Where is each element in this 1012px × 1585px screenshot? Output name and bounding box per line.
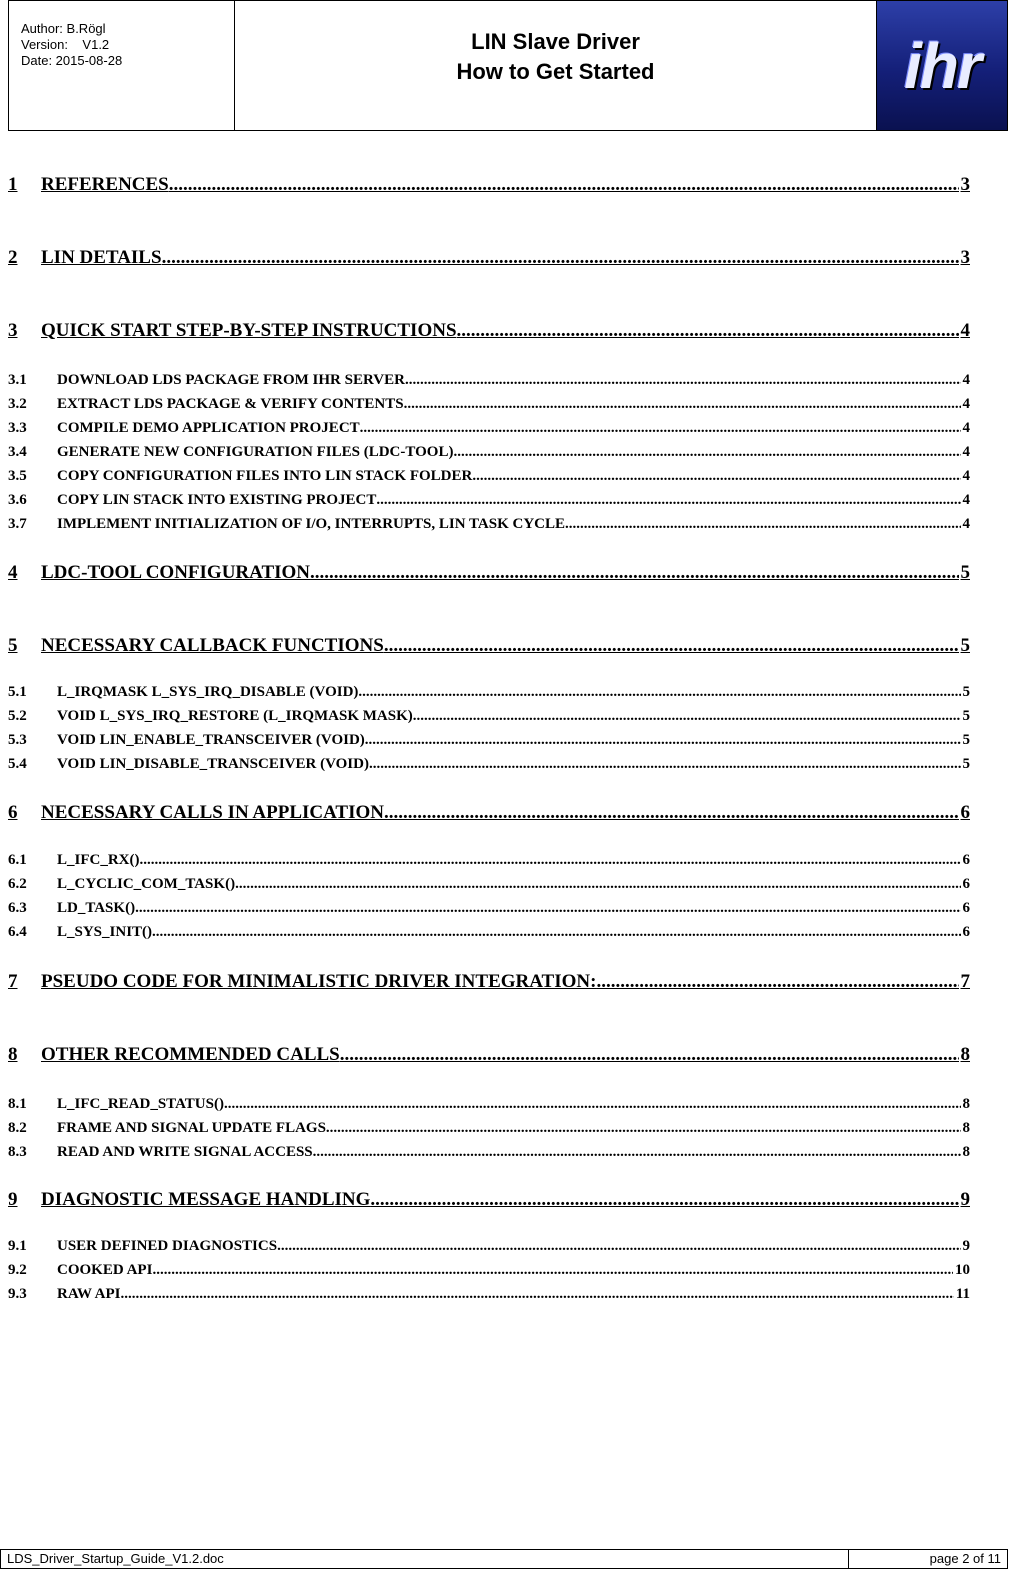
- toc-page: 8: [962, 1144, 970, 1160]
- toc-entry[interactable]: [8, 732, 970, 749]
- toc-page: 3: [960, 247, 970, 268]
- toc-number: 9: [8, 1189, 18, 1210]
- toc-entry[interactable]: [8, 516, 970, 533]
- document-metadata: [9, 1, 235, 130]
- toc-label: USER DEFINED DIAGNOSTICS: [57, 1238, 278, 1254]
- toc-page: 5: [962, 732, 970, 748]
- toc-entry[interactable]: [8, 635, 970, 657]
- toc-entry[interactable]: [8, 1120, 970, 1137]
- toc-page: 5: [960, 562, 970, 583]
- toc-label: FRAME AND SIGNAL UPDATE FLAGS: [57, 1120, 326, 1136]
- toc-number: 3.5: [8, 468, 27, 484]
- toc-page: 4: [962, 372, 970, 388]
- toc-number: 9.2: [8, 1262, 27, 1278]
- toc-label: LDC-TOOL CONFIGURATION: [41, 562, 311, 583]
- toc-label: GENERATE NEW CONFIGURATION FILES (LDC-TOOL): [57, 444, 454, 460]
- toc-entry[interactable]: [8, 468, 970, 485]
- toc-label: LIN DETAILS: [41, 247, 162, 268]
- toc-page: 11: [955, 1286, 970, 1302]
- title-line-2: How to Get Started: [456, 58, 655, 84]
- toc-number: 5.1: [8, 684, 27, 700]
- toc-label: QUICK START STEP-BY-STEP INSTRUCTIONS: [41, 320, 457, 341]
- company-logo: [877, 1, 1007, 130]
- toc-entry[interactable]: [8, 444, 970, 461]
- toc-label: L_SYS_INIT(): [57, 924, 153, 940]
- document-footer: [0, 1549, 1008, 1569]
- toc-entry[interactable]: [8, 1144, 970, 1161]
- toc-label: PSEUDO CODE FOR MINIMALISTIC DRIVER INTEGRATION:: [41, 971, 597, 992]
- toc-page: 5: [960, 635, 970, 656]
- toc-page: 4: [962, 492, 970, 508]
- toc-label: RAW API: [57, 1286, 121, 1302]
- toc-entry[interactable]: [8, 924, 970, 941]
- toc-label: REFERENCES: [41, 174, 169, 195]
- toc-entry[interactable]: [8, 420, 970, 437]
- toc-label: VOID LIN_ENABLE_TRANSCEIVER (VOID): [57, 732, 365, 748]
- toc-label: VOID L_SYS_IRQ_RESTORE (L_IRQMASK MASK): [57, 708, 413, 724]
- toc-number: 5.2: [8, 708, 27, 724]
- document-title: [235, 1, 877, 130]
- toc-number: 3.6: [8, 492, 27, 508]
- toc-entry[interactable]: [8, 684, 970, 701]
- toc-entry[interactable]: [8, 1262, 970, 1279]
- toc-entry[interactable]: [8, 802, 970, 824]
- toc-entry[interactable]: [8, 876, 970, 893]
- toc-label: COPY CONFIGURATION FILES INTO LIN STACK FOLDER: [57, 468, 473, 484]
- toc-label: L_IFC_RX(): [57, 852, 140, 868]
- toc-entry[interactable]: [8, 1044, 970, 1066]
- toc-entry[interactable]: [8, 1189, 970, 1211]
- toc-label: VOID LIN_DISABLE_TRANSCEIVER (VOID): [57, 756, 369, 772]
- toc-label: EXTRACT LDS PACKAGE & VERIFY CONTENTS: [57, 396, 404, 412]
- toc-label: NECESSARY CALLS IN APPLICATION: [41, 802, 384, 823]
- toc-number: 5: [8, 635, 18, 656]
- toc-number: 1: [8, 174, 18, 195]
- toc-label: COOKED API: [57, 1262, 153, 1278]
- toc-page: 8: [962, 1120, 970, 1136]
- toc-page: 5: [962, 684, 970, 700]
- toc-entry[interactable]: [8, 708, 970, 725]
- toc-number: 9.1: [8, 1238, 27, 1254]
- toc-entry[interactable]: [8, 1238, 970, 1255]
- toc-page: 4: [962, 420, 970, 436]
- toc-number: 6.3: [8, 900, 27, 916]
- toc-number: 6.2: [8, 876, 27, 892]
- toc-page: 4: [962, 468, 970, 484]
- toc-entry[interactable]: [8, 372, 970, 389]
- toc-number: 8: [8, 1044, 18, 1065]
- date-text: Date: 2015-08-28: [21, 53, 123, 68]
- toc-entry[interactable]: [8, 174, 970, 196]
- toc-label: DIAGNOSTIC MESSAGE HANDLING: [41, 1189, 371, 1210]
- toc-number: 8.3: [8, 1144, 27, 1160]
- toc-entry[interactable]: [8, 1096, 970, 1113]
- toc-page: 6: [960, 802, 970, 823]
- toc-page: 4: [960, 320, 970, 341]
- toc-number: 6: [8, 802, 18, 823]
- toc-entry[interactable]: [8, 320, 970, 342]
- toc-number: 3.1: [8, 372, 27, 388]
- toc-page: 6: [962, 876, 970, 892]
- toc-page: 3: [960, 174, 970, 195]
- toc-page: 5: [962, 708, 970, 724]
- toc-number: 3: [8, 320, 18, 341]
- toc-label: DOWNLOAD LDS PACKAGE FROM IHR SERVER: [57, 372, 405, 388]
- toc-label: OTHER RECOMMENDED CALLS: [41, 1044, 340, 1065]
- title-line-1: LIN Slave Driver: [471, 28, 640, 54]
- toc-entry[interactable]: [8, 900, 970, 917]
- toc-number: 4: [8, 562, 18, 583]
- author-text: Author: B.Rögl: [21, 21, 106, 36]
- toc-page: 9: [962, 1238, 970, 1254]
- toc-number: 5.4: [8, 756, 27, 772]
- toc-label: L_IFC_READ_STATUS(): [57, 1096, 224, 1112]
- toc-entry[interactable]: [8, 562, 970, 584]
- toc-number: 8.2: [8, 1120, 27, 1136]
- toc-page: 8: [962, 1096, 970, 1112]
- toc-number: 6.4: [8, 924, 27, 940]
- toc-entry[interactable]: [8, 492, 970, 509]
- toc-page: 4: [962, 444, 970, 460]
- toc-number: 3.4: [8, 444, 27, 460]
- toc-number: 9.3: [8, 1286, 27, 1302]
- toc-entry[interactable]: [8, 971, 970, 993]
- toc-page: 7: [960, 971, 970, 992]
- toc-entry[interactable]: [8, 756, 970, 773]
- toc-entry[interactable]: [8, 396, 970, 413]
- toc-label: L_IRQMASK L_SYS_IRQ_DISABLE (VOID): [57, 684, 359, 700]
- toc-label: READ AND WRITE SIGNAL ACCESS: [57, 1144, 313, 1160]
- version-text: Version: V1.2: [21, 37, 110, 52]
- toc-page: 8: [960, 1044, 970, 1065]
- toc-page: 5: [962, 756, 970, 772]
- toc-label: LD_TASK(): [57, 900, 136, 916]
- document-header: [8, 0, 1008, 131]
- logo-text: ihr: [904, 29, 980, 102]
- toc-label: IMPLEMENT INITIALIZATION OF I/O, INTERRUPTS, LIN TASK CYCLE: [57, 516, 566, 532]
- toc-page: 6: [962, 852, 970, 868]
- toc-number: 3.7: [8, 516, 27, 532]
- toc-label: NECESSARY CALLBACK FUNCTIONS: [41, 635, 384, 656]
- toc-number: 5.3: [8, 732, 27, 748]
- toc-page: 10: [955, 1262, 970, 1278]
- toc-page: 4: [962, 516, 970, 532]
- toc-entry[interactable]: [8, 852, 970, 869]
- toc-number: 3.2: [8, 396, 27, 412]
- toc-page: 4: [962, 396, 970, 412]
- toc-number: 8.1: [8, 1096, 27, 1112]
- toc-entry[interactable]: [8, 1286, 970, 1303]
- toc-page: 9: [960, 1189, 970, 1210]
- toc-number: 6.1: [8, 852, 27, 868]
- toc-number: 3.3: [8, 420, 27, 436]
- toc-label: COPY LIN STACK INTO EXISTING PROJECT: [57, 492, 377, 508]
- toc-number: 7: [8, 971, 18, 992]
- toc-page: 6: [962, 924, 970, 940]
- toc-number: 2: [8, 247, 18, 268]
- toc-entry[interactable]: [8, 247, 970, 269]
- toc-label: COMPILE DEMO APPLICATION PROJECT: [57, 420, 360, 436]
- footer-filename: LDS_Driver_Startup_Guide_V1.2.doc: [1, 1550, 849, 1568]
- toc-page: 6: [962, 900, 970, 916]
- toc-label: L_CYCLIC_COM_TASK(): [57, 876, 236, 892]
- footer-page-number: page 2 of 11: [929, 1551, 1001, 1566]
